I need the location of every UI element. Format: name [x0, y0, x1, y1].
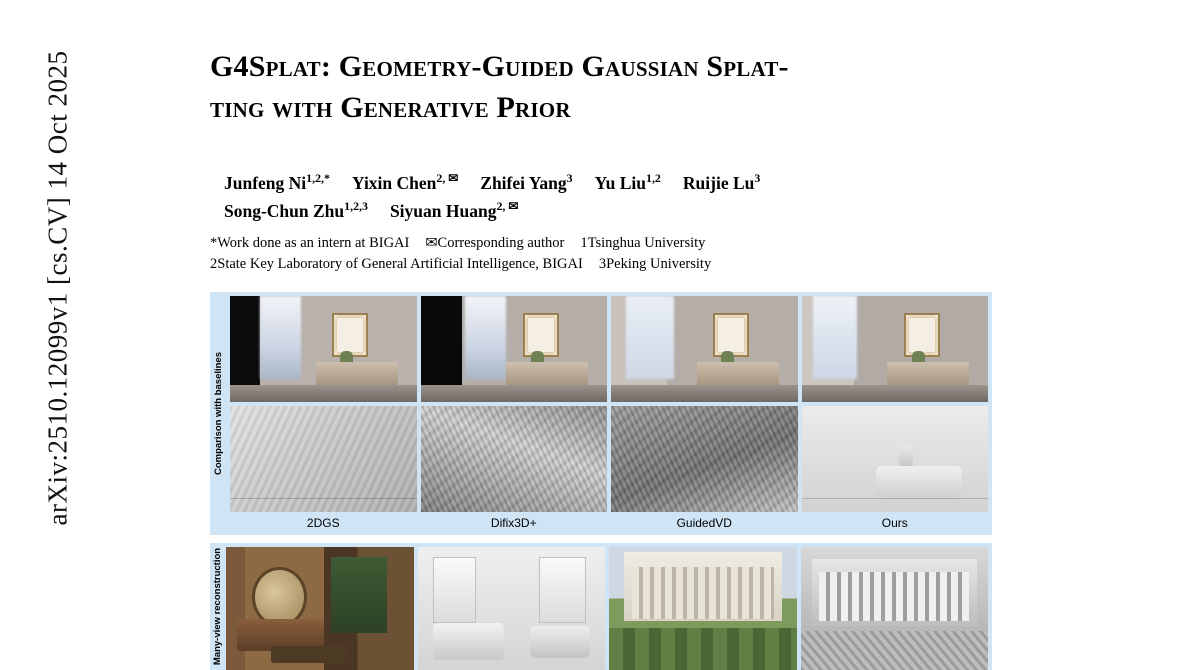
affiliation-block — [210, 233, 1000, 277]
page-title — [210, 46, 1000, 129]
caption-ours: Ours — [881, 516, 908, 531]
arxiv-stamp: arXiv:2510.12099v1 [cs.CV] 14 Oct 2025 — [42, 50, 73, 526]
author-list — [210, 169, 1000, 225]
author-entry: Ruijie Lu$^3$ — [682, 170, 761, 193]
render-row — [230, 296, 988, 402]
author-entry: Junfeng $Ni^{1,2,*}$ — [224, 170, 330, 193]
manyview-panel — [210, 543, 992, 670]
manyview-image-interior-rgb — [226, 547, 414, 670]
author-affil-marker: 2, ✉ — [496, 198, 519, 213]
caption-2dgs: 2DGS — [306, 516, 340, 531]
affiliation-1: 1Tsinghua University — [580, 234, 706, 251]
affiliation-note-corresponding: ✉Corresponding author — [425, 234, 565, 251]
affiliation-2: 2State Key Laboratory of General Artificial Intelligence, BIGAI — [210, 256, 583, 273]
paper-page — [210, 0, 1000, 666]
manyview-image-outdoor-rgb — [609, 547, 797, 670]
render-image-2dgs — [230, 296, 417, 402]
paper-title-line-2: ting with Generative Prior — [210, 91, 571, 125]
author-affil-marker: 3 — [754, 170, 761, 185]
render-image-guidedvd — [611, 296, 798, 402]
manyview-image-interior-mesh — [418, 547, 606, 670]
author-affil-marker: 1,2,3 — [344, 198, 368, 213]
author-entry: Song-Chun Zhu$^{1,2,3}$ — [224, 198, 368, 221]
mesh-image-guidedvd — [611, 406, 798, 512]
manyview-row — [226, 547, 988, 670]
author-entry: Yu Liu$^{1,2}$ — [594, 170, 661, 193]
author-affil-marker: 1,2,* — [306, 170, 330, 185]
comparison-panel — [210, 292, 992, 535]
render-image-ours — [802, 296, 989, 402]
caption-difix3d: Difix3D+ — [490, 516, 537, 531]
render-image-difix3d — [421, 296, 608, 402]
row-label-comparison: Comparison with baselines — [212, 352, 224, 476]
author-affil-marker: 1,2 — [646, 170, 661, 185]
caption-guidedvd: GuidedVD — [676, 516, 732, 531]
mesh-row — [230, 406, 988, 512]
author-affil-marker: 2, ✉ — [436, 170, 459, 185]
author-affil-marker: 3 — [566, 170, 573, 185]
author-entry: Zhifei Yang$^3$ — [480, 170, 573, 193]
author-entry: Yixin Chen$^{2, ✉}$ — [351, 170, 459, 193]
affiliation-3: 3Peking University — [598, 256, 712, 273]
method-captions — [230, 512, 988, 535]
teaser-figure — [210, 292, 992, 670]
affiliation-note-intern: *Work done as an intern at BIGAI — [210, 234, 410, 251]
mesh-image-2dgs — [230, 406, 417, 512]
mesh-image-difix3d — [421, 406, 608, 512]
author-entry: Siyuan Huang$^{2, ✉}$ — [389, 198, 519, 221]
mesh-image-ours — [802, 406, 989, 512]
manyview-image-outdoor-mesh — [801, 547, 989, 670]
row-label-manyview: Many-view reconstruction — [212, 548, 224, 666]
paper-title-line-1: G4Splat: Geometry-Guided Gaussian Splat- — [210, 50, 789, 83]
